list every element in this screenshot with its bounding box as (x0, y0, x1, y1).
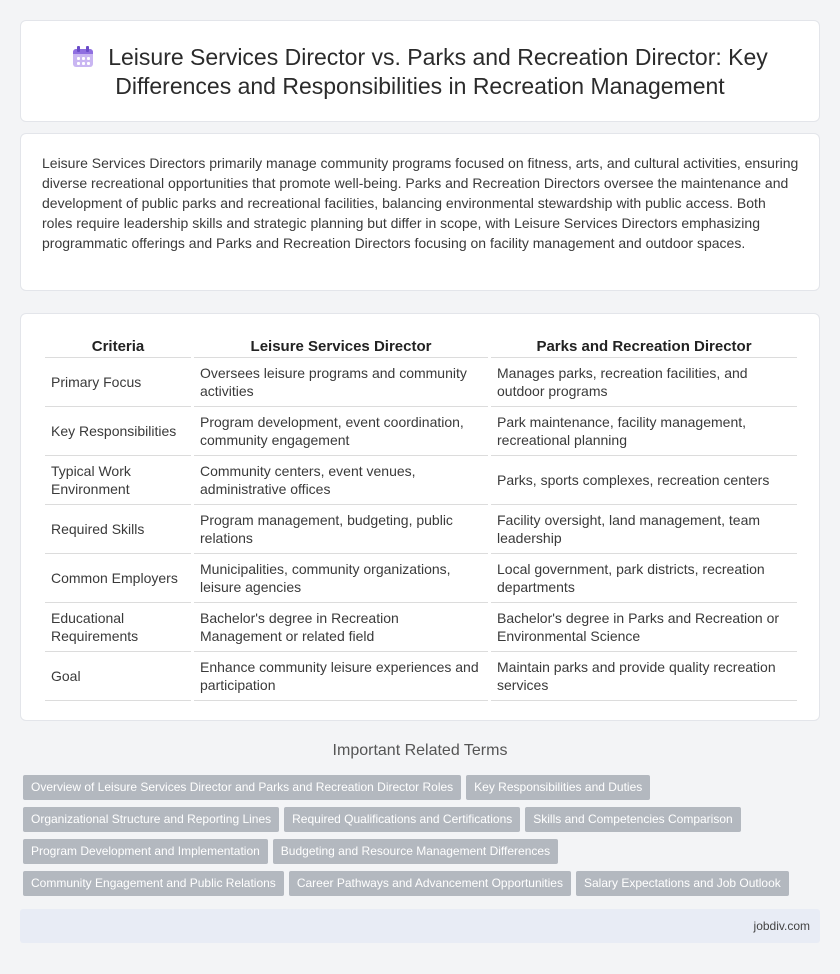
criteria-cell: Educational Requirements (45, 603, 191, 652)
header-criteria: Criteria (45, 334, 191, 358)
term-tag[interactable]: Skills and Competencies Comparison (525, 807, 740, 832)
title-card (20, 20, 820, 122)
term-row (23, 871, 823, 903)
term-row (23, 839, 823, 871)
leisure-cell: Enhance community leisure experiences and participation (194, 652, 488, 701)
parks-cell: Local government, park districts, recreation departments (491, 554, 797, 603)
parks-cell: Manages parks, recreation facilities, and outdoor programs (491, 358, 797, 407)
table-row (45, 603, 797, 652)
criteria-cell: Common Employers (45, 554, 191, 603)
table-row (45, 407, 797, 456)
related-terms-title: Important Related Terms (332, 742, 508, 759)
term-row (23, 807, 823, 839)
comparison-table (42, 334, 800, 701)
term-tag[interactable]: Salary Expectations and Job Outlook (576, 871, 789, 896)
page-title-wrap (51, 43, 789, 101)
criteria-cell: Key Responsibilities (45, 407, 191, 456)
calendar-icon (72, 46, 94, 68)
term-tag[interactable]: Budgeting and Resource Management Differences (273, 839, 558, 864)
term-tag[interactable]: Program Development and Implementation (23, 839, 268, 864)
criteria-cell: Typical Work Environment (45, 456, 191, 505)
comparison-table-card (20, 313, 820, 721)
term-tag[interactable]: Community Engagement and Public Relations (23, 871, 284, 896)
summary-text: Leisure Services Directors primarily manage community programs focused on fitness, arts, and cultural activities, ensuring diverse recreational opportunities that promote well-being. Parks and Recreation Directors oversee the maintenance and development of public parks and recreational facilities, balancing environmental stewardship with public access. Both roles require leadership skills and strategic planning but differ in scope, with Leisure Services Directors emphasizing programmatic offerings and Parks and Recreation Directors focusing on facility management and outdoor spaces. (42, 155, 799, 251)
term-tag[interactable]: Career Pathways and Advancement Opportunities (289, 871, 571, 896)
term-row (23, 775, 823, 807)
table-header-row (45, 334, 797, 358)
criteria-cell: Primary Focus (45, 358, 191, 407)
parks-cell: Facility oversight, land management, team leadership (491, 505, 797, 554)
table-row (45, 652, 797, 701)
footer (20, 909, 820, 943)
criteria-cell: Goal (45, 652, 191, 701)
header-leisure-services-director: Leisure Services Director (194, 334, 488, 358)
criteria-cell: Required Skills (45, 505, 191, 554)
term-tag[interactable]: Overview of Leisure Services Director and Parks and Recreation Director Roles (23, 775, 461, 800)
footer-site-link[interactable]: jobdiv.com (753, 919, 810, 933)
leisure-cell: Community centers, event venues, administrative offices (194, 456, 488, 505)
term-tag[interactable]: Organizational Structure and Reporting Lines (23, 807, 279, 832)
parks-cell: Park maintenance, facility management, recreational planning (491, 407, 797, 456)
parks-cell: Bachelor's degree in Parks and Recreation or Environmental Science (491, 603, 797, 652)
page-title: Leisure Services Director vs. Parks and Recreation Director: Key Differences and Responsibilities in Recreation Management (108, 44, 768, 99)
summary-card (20, 133, 820, 291)
related-terms (23, 775, 823, 903)
leisure-cell: Bachelor's degree in Recreation Management or related field (194, 603, 488, 652)
header-parks-recreation-director: Parks and Recreation Director (491, 334, 797, 358)
table-row (45, 554, 797, 603)
parks-cell: Maintain parks and provide quality recreation services (491, 652, 797, 701)
table-row (45, 505, 797, 554)
term-tag[interactable]: Key Responsibilities and Duties (466, 775, 650, 800)
table-row (45, 358, 797, 407)
leisure-cell: Program development, event coordination, community engagement (194, 407, 488, 456)
term-tag[interactable]: Required Qualifications and Certifications (284, 807, 520, 832)
parks-cell: Parks, sports complexes, recreation centers (491, 456, 797, 505)
leisure-cell: Oversees leisure programs and community activities (194, 358, 488, 407)
leisure-cell: Municipalities, community organizations, leisure agencies (194, 554, 488, 603)
table-row (45, 456, 797, 505)
leisure-cell: Program management, budgeting, public relations (194, 505, 488, 554)
